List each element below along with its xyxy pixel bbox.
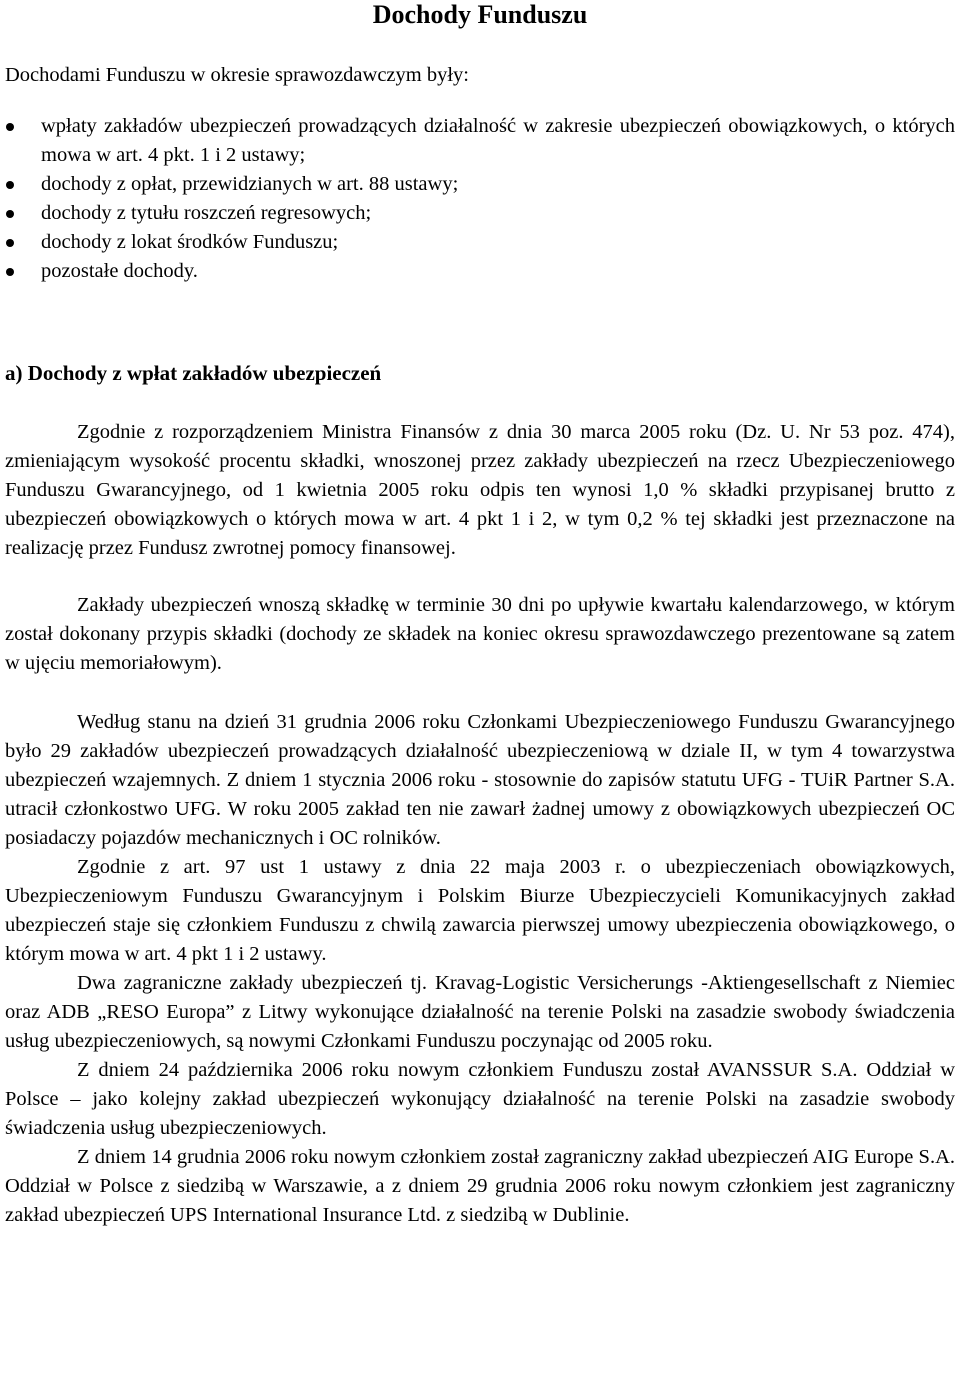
income-list <box>5 112 955 286</box>
list-item-text: dochody z tytułu roszczeń regresowych; <box>41 202 372 224</box>
bullet-icon <box>6 268 14 276</box>
page-title: Dochody Funduszu <box>372 0 588 29</box>
list-item-text: wpłaty zakładów ubezpieczeń prowadzących działalność w zakresie ubezpieczeń obowiązkowych, o których mowa w art. 4 pkt. 1 i 2 ustawy; <box>41 115 955 166</box>
list-item <box>5 170 955 199</box>
bullet-icon <box>6 210 14 218</box>
list-item-text: dochody z lokat środków Funduszu; <box>41 231 339 253</box>
list-item <box>5 199 955 228</box>
list-item-text: pozostałe dochody. <box>41 260 198 282</box>
bullet-icon <box>6 123 14 131</box>
list-item <box>5 228 955 257</box>
bullet-icon <box>6 181 14 189</box>
paragraph-membership-law: Zgodnie z art. 97 ust 1 ustawy z dnia 22 maja 2003 r. o ubezpieczeniach obowiązkowych, Ubezpieczeniowym Funduszu Gwarancyjnym i Polskim Biurze Ubezpieczycieli Komunikacyjnych zakład ubezpieczeń staje się członkiem Funduszu z chwilą zawarcia pierwszej umowy ubezpieczenia obowiązkowego, o którym mowa w art. 4 pkt 1 i 2 ustawy. <box>5 856 955 965</box>
paragraph-payment-terms: Zakłady ubezpieczeń wnoszą składkę w terminie 30 dni po upływie kwartału kalendarzowego, w którym został dokonany przypis składki (dochody ze składek na koniec okresu sprawozdawczego prezentowane są zatem w ujęciu memoriałowym). <box>5 594 955 674</box>
document-page <box>5 0 955 1230</box>
paragraph-foreign-members: Dwa zagraniczne zakłady ubezpieczeń tj. Kravag-Logistic Versicherungs -Aktiengesellschaft z Niemiec oraz ADB „RESO Europa” z Litwy wykonujące działalność na terenie Polski na zasadzie swobody świadczenia usług ubezpieczeniowych, są nowymi Członkami Funduszu poczynając od 2005 roku. <box>5 972 955 1052</box>
section-a-heading: a) Dochody z wpłat zakładów ubezpieczeń <box>5 361 382 385</box>
list-item <box>5 257 955 286</box>
list-item-text: dochody z opłat, przewidzianych w art. 88 ustawy; <box>41 173 459 195</box>
bullet-icon <box>6 239 14 247</box>
paragraph-avanssur: Z dniem 24 października 2006 roku nowym członkiem Funduszu został AVANSSUR S.A. Oddział w Polsce – jako kolejny zakład ubezpieczeń wykonujący działalność na terenie Polski na zasadzie swobody świadczenia usług ubezpieczeniowych. <box>5 1059 955 1139</box>
paragraph-regulation: Zgodnie z rozporządzeniem Ministra Finansów z dnia 30 marca 2005 roku (Dz. U. Nr 53 poz. 474), zmieniającym wysokość procentu składki, wnoszonej przez zakłady ubezpieczeń na rzecz Ubezpieczeniowego Funduszu Gwarancyjnego, od 1 kwietnia 2005 roku odpis ten wynosi 1,0 % składki przypisanej brutto z ubezpieczeń obowiązkowych o których mowa w art. 4 pkt 1 i 2, w tym 0,2 % tej składki jest przeznaczone na realizację przez Fundusz zwrotnej pomocy finansowej. <box>5 421 955 559</box>
paragraph-members-status: Według stanu na dzień 31 grudnia 2006 roku Członkami Ubezpieczeniowego Funduszu Gwarancyjnego było 29 zakładów ubezpieczeń prowadzących działalność ubezpieczeniową w dziale II, w tym 4 towarzystwa ubezpieczeń wzajemnych. Z dniem 1 stycznia 2006 roku - stosownie do zapisów statutu UFG - TUiR Partner S.A. utracił członkostwo UFG. W roku 2005 zakład ten nie zawarł żadnej umowy z obowiązkowych ubezpieczeń OC posiadaczy pojazdów mechanicznych i OC rolników. <box>5 711 955 849</box>
list-item <box>5 112 955 170</box>
paragraph-aig-ups: Z dniem 14 grudnia 2006 roku nowym członkiem został zagraniczny zakład ubezpieczeń AIG Europe S.A. Oddział w Polsce z siedzibą w Warszawie, a z dniem 29 grudnia 2006 roku nowym członkiem jest zagraniczny zakład ubezpieczeń UPS International Insurance Ltd. z siedzibą w Dublinie. <box>5 1146 955 1226</box>
intro-paragraph: Dochodami Funduszu w okresie sprawozdawczym były: <box>5 64 469 86</box>
